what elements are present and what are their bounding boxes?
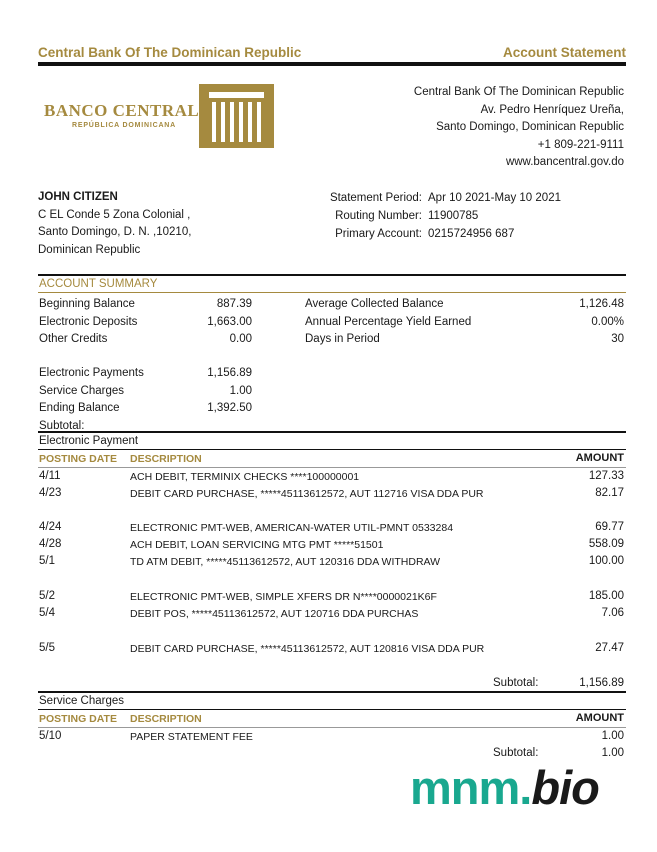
watermark-logo — [410, 762, 599, 814]
table-row-date: 4/28 — [39, 538, 62, 550]
summary-right-labels — [305, 296, 471, 349]
statement-values — [428, 189, 561, 243]
table-row-amount: 185.00 — [588, 590, 624, 602]
table-row-desc: DEBIT CARD PURCHASE, *****45113612572, AUT 112716 VISA DDA PUR — [130, 488, 484, 500]
summary-value: 30 — [611, 333, 624, 345]
table-row-date: 4/23 — [39, 487, 62, 499]
table-row-date: 5/5 — [39, 642, 55, 654]
customer-address-line: Dominican Republic — [38, 243, 141, 256]
summary-left-values-2 — [160, 365, 252, 418]
table-row-desc: ACH DEBIT, LOAN SERVICING MTG PMT *****51501 — [130, 539, 384, 551]
account-value: 0215724956 687 — [428, 228, 515, 240]
table-row-desc: DEBIT CARD PURCHASE, *****45113612572, AUT 120816 VISA DDA PUR — [130, 643, 485, 655]
watermark-part1: mnm. — [410, 761, 532, 814]
service-section-title: Service Charges — [39, 695, 125, 707]
table-row-amount: 127.33 — [588, 470, 624, 482]
bank-address — [414, 84, 624, 172]
summary-left-labels — [39, 296, 137, 349]
statement-title: Account Statement — [502, 45, 626, 60]
service-subtotal-label: Subtotal: — [493, 747, 539, 759]
customer-address-line: Santo Domingo, D. N. ,10210, — [38, 226, 192, 238]
bank-logo — [40, 84, 280, 154]
address-line: Santo Domingo, Dominican Republic — [436, 121, 624, 133]
summary-label: Ending Balance — [39, 402, 120, 414]
summary-left-values — [160, 296, 252, 349]
summary-value: 1,392.50 — [207, 402, 252, 414]
period-label: Statement Period: — [329, 192, 422, 204]
header-rule — [38, 62, 626, 66]
table-row-date: 5/10 — [39, 730, 62, 742]
summary-title-underline — [38, 292, 626, 293]
summary-label: Days in Period — [305, 333, 380, 345]
table-row-date: 4/24 — [39, 521, 62, 533]
table-row-desc: ELECTRONIC PMT-WEB, SIMPLE XFERS DR N****0000021K6F — [130, 591, 437, 603]
payment-section-title: Electronic Payment — [39, 435, 139, 447]
table-row-amount: 7.06 — [601, 607, 624, 619]
customer-address-line: C EL Conde 5 Zona Colonial , — [38, 208, 191, 221]
table-row-date: 5/2 — [39, 590, 55, 602]
summary-left-labels-2 — [39, 365, 144, 435]
table-row-amount: 82.17 — [595, 487, 624, 499]
table-row-desc: DEBIT POS, *****45113612572, AUT 120716 DDA PURCHAS — [130, 608, 419, 620]
payment-header-rule — [38, 467, 626, 468]
customer-block — [38, 189, 191, 259]
payment-subtotal-label: Subtotal: — [493, 677, 539, 689]
col-description: DESCRIPTION — [130, 453, 202, 465]
bank-title: Central Bank Of The Dominican Republic — [38, 45, 302, 60]
address-line: +1 809-221-9111 — [537, 138, 624, 151]
table-row-desc: ELECTRONIC PMT-WEB, AMERICAN-WATER UTIL-PMNT 0533284 — [130, 522, 454, 534]
summary-value: 1.00 — [229, 384, 252, 397]
address-line: Central Bank Of The Dominican Republic — [413, 86, 624, 98]
columns-emblem-icon — [199, 84, 274, 148]
payment-title-rule — [38, 449, 626, 450]
account-label: Primary Account: — [335, 228, 422, 240]
address-line: Av. Pedro Henríquez Ureña, — [480, 103, 624, 116]
logo-name: BANCO CENTRAL — [44, 101, 200, 120]
summary-top-rule — [38, 274, 626, 276]
watermark-part2: bio — [531, 761, 599, 814]
statement-labels — [300, 189, 422, 243]
service-subtotal-value: 1.00 — [601, 747, 624, 759]
col-amount: AMOUNT — [575, 452, 624, 464]
payment-top-rule — [38, 431, 626, 433]
summary-value: 1,156.89 — [207, 367, 252, 379]
table-row-desc: TD ATM DEBIT, *****45113612572, AUT 120316 DDA WITHDRAW — [130, 556, 441, 568]
table-row-amount: 1.00 — [601, 730, 624, 742]
col-posting-date: POSTING DATE — [39, 713, 117, 725]
table-row-amount: 100.00 — [588, 555, 624, 567]
routing-value: 11900785 — [428, 210, 479, 222]
table-row-desc: ACH DEBIT, TERMINIX CHECKS ****100000001 — [130, 471, 360, 483]
col-description: DESCRIPTION — [130, 713, 202, 725]
summary-title: ACCOUNT SUMMARY — [39, 278, 158, 290]
summary-value: 1,126.48 — [579, 298, 624, 310]
summary-label: Average Collected Balance — [305, 298, 444, 310]
period-value: Apr 10 2021-May 10 2021 — [428, 192, 561, 204]
service-title-rule — [38, 709, 626, 710]
routing-label: Routing Number: — [335, 210, 422, 222]
table-row-amount: 69.77 — [595, 521, 624, 533]
table-row-amount: 558.09 — [588, 538, 624, 550]
summary-label: Beginning Balance — [39, 298, 135, 310]
table-row-date: 4/11 — [39, 470, 61, 482]
summary-label: Electronic Payments — [39, 367, 144, 379]
summary-label: Annual Percentage Yield Earned — [305, 315, 472, 328]
table-row-amount: 27.47 — [595, 642, 624, 654]
payment-subtotal-value: 1,156.89 — [579, 677, 624, 689]
summary-value: 887.39 — [216, 298, 252, 310]
service-header-rule — [38, 727, 626, 728]
address-line: www.bancentral.gov.do — [505, 156, 624, 168]
summary-subtotal-label: Subtotal: — [39, 419, 85, 432]
summary-label: Electronic Deposits — [39, 315, 138, 328]
summary-value: 1,663.00 — [207, 315, 252, 328]
summary-right-values — [579, 296, 624, 349]
summary-value: 0.00% — [591, 315, 624, 328]
summary-value: 0.00 — [229, 333, 252, 345]
table-row-desc: PAPER STATEMENT FEE — [130, 731, 253, 743]
summary-label: Service Charges — [39, 384, 125, 397]
customer-name: JOHN CITIZEN — [38, 191, 118, 203]
col-posting-date: POSTING DATE — [39, 453, 117, 465]
col-amount: AMOUNT — [575, 712, 624, 724]
summary-label: Other Credits — [39, 333, 108, 345]
table-row-date: 5/1 — [39, 555, 55, 567]
table-row-date: 5/4 — [39, 607, 55, 619]
service-top-rule — [38, 691, 626, 693]
logo-subtitle: REPÚBLICA DOMINICANA — [72, 122, 177, 129]
